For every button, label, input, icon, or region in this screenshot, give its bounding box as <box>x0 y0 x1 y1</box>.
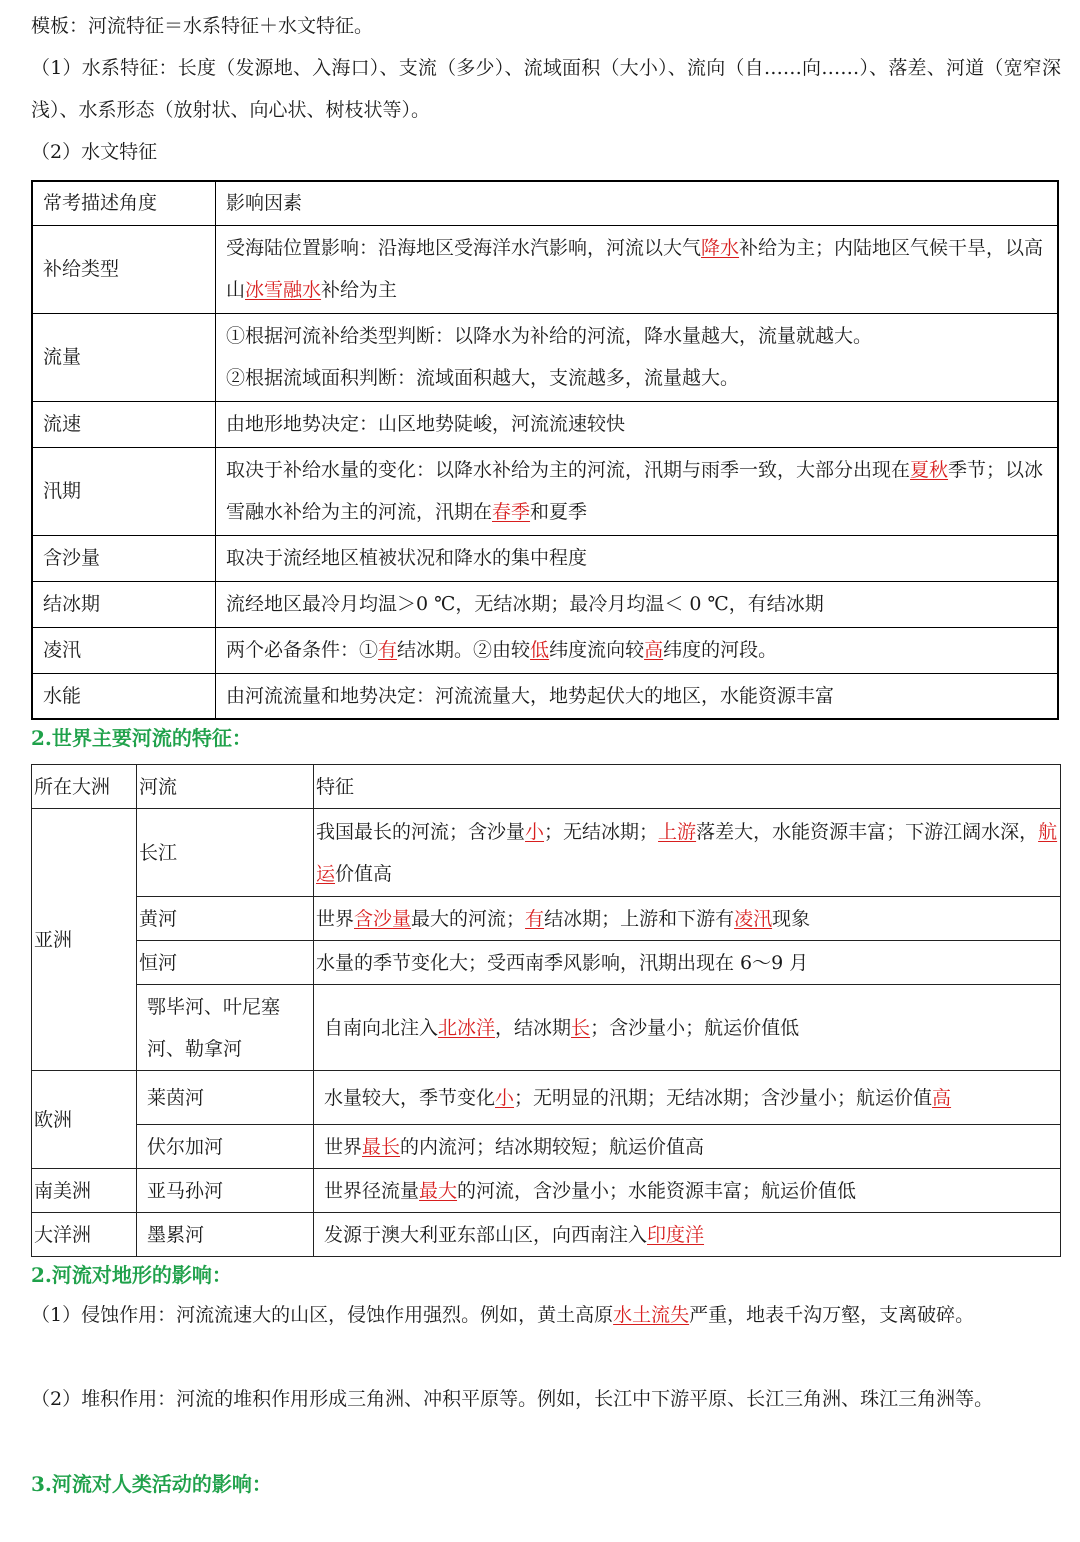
header-continent: 所在大洲 <box>32 765 137 809</box>
factor-cell: 由地形地势决定：山区地势陡峻，河流流速较快 <box>216 401 1059 447</box>
river-feature: 发源于澳大利亚东部山区，向西南注入印度洋 <box>314 1213 1061 1257</box>
factor-cell: 受海陆位置影响：沿海地区受海洋水汽影响，河流以大气降水补给为主；内陆地区气候干旱，以高山冰雪融水补给为主 <box>216 225 1059 313</box>
aspect-cell: 流速 <box>32 401 216 447</box>
river-feature: 世界径流量最大的河流，含沙量小；水能资源丰富；航运价值低 <box>314 1169 1061 1213</box>
template-line: 模板：河流特征＝水系特征＋水文特征。 <box>31 15 374 37</box>
world-rivers-table <box>31 764 1061 1257</box>
factor-cell: 流经地区最冷月均温＞0 ℃，无结冰期；最冷月均温＜ 0 ℃，有结冰期 <box>216 581 1059 627</box>
river-feature: 世界最长的内流河；结冰期较短；航运价值高 <box>314 1125 1061 1169</box>
aspect-cell: 凌汛 <box>32 627 216 673</box>
table-row <box>32 313 1058 401</box>
table-row <box>32 941 1061 985</box>
section-3-heading: 2.河流对地形的影响： <box>31 1263 232 1287</box>
aspect-cell: 补给类型 <box>32 225 216 313</box>
header-factor: 影响因素 <box>216 181 1059 225</box>
river-name: 伏尔加河 <box>137 1125 314 1169</box>
header-river: 河流 <box>137 765 314 809</box>
river-name: 莱茵河 <box>137 1071 314 1125</box>
table-row <box>32 897 1061 941</box>
factor-cell: 取决于流经地区植被状况和降水的集中程度 <box>216 535 1059 581</box>
aspect-cell: 汛期 <box>32 447 216 535</box>
table-row <box>32 1071 1061 1125</box>
river-feature: 自南向北注入北冰洋，结冰期长；含沙量小；航运价值低 <box>314 985 1061 1071</box>
header-aspect: 常考描述角度 <box>32 181 216 225</box>
erosion-paragraph: （1）侵蚀作用：河流流速大的山区，侵蚀作用强烈。例如，黄土高原水土流失严重，地表千沟万壑，支离破碎。 <box>31 1304 975 1326</box>
factor-cell: 两个必备条件：①有结冰期。②由较低纬度流向较高纬度的河段。 <box>216 627 1059 673</box>
header-feature: 特征 <box>314 765 1061 809</box>
river-name: 墨累河 <box>137 1213 314 1257</box>
table-row <box>32 627 1058 673</box>
table-row <box>32 985 1061 1071</box>
table-header-row <box>32 181 1058 225</box>
table-row <box>32 673 1058 719</box>
river-feature: 世界含沙量最大的河流；有结冰期；上游和下游有凌汛现象 <box>314 897 1061 941</box>
river-name: 鄂毕河、叶尼塞河、勒拿河 <box>137 985 314 1071</box>
table-row <box>32 225 1058 313</box>
water-system-paragraph: （1）水系特征：长度（发源地、入海口）、支流（多少）、流域面积（大小）、流向（自……向……）、落差、河道（宽窄深浅）、水系形态（放射状、向心状、树枝状等）。 <box>31 57 1061 121</box>
table-header-row <box>32 765 1061 809</box>
hydrology-label: （2）水文特征 <box>31 141 158 163</box>
river-feature: 我国最长的河流；含沙量小；无结冰期；上游落差大，水能资源丰富；下游江阔水深，航运价值高 <box>314 809 1061 897</box>
continent-europe: 欧洲 <box>32 1071 137 1169</box>
table-row <box>32 535 1058 581</box>
table-row <box>32 447 1058 535</box>
table-row <box>32 809 1061 897</box>
continent-oceania: 大洋洲 <box>32 1213 137 1257</box>
river-name: 长江 <box>137 809 314 897</box>
factor-cell: ①根据河流补给类型判断：以降水为补给的河流，降水量越大，流量就越大。 ②根据流域面积判断：流域面积越大，支流越多，流量越大。 <box>216 313 1059 401</box>
river-feature: 水量的季节变化大；受西南季风影响，汛期出现在 6～9 月 <box>314 941 1061 985</box>
section-2-heading: 2.世界主要河流的特征： <box>31 726 252 750</box>
hydrology-table <box>31 180 1059 720</box>
table-row <box>32 581 1058 627</box>
deposition-paragraph: （2）堆积作用：河流的堆积作用形成三角洲、冲积平原等。例如，长江中下游平原、长江三角洲、珠江三角洲等。 <box>31 1388 994 1410</box>
table-row <box>32 1213 1061 1257</box>
river-feature: 水量较大，季节变化小；无明显的汛期；无结冰期；含沙量小；航运价值高 <box>314 1071 1061 1125</box>
aspect-cell: 含沙量 <box>32 535 216 581</box>
continent-asia: 亚洲 <box>32 809 137 1071</box>
factor-cell: 取决于补给水量的变化：以降水补给为主的河流，汛期与雨季一致，大部分出现在夏秋季节；以冰雪融水补给为主的河流，汛期在春季和夏季 <box>216 447 1059 535</box>
continent-south-america: 南美洲 <box>32 1169 137 1213</box>
river-name: 亚马孙河 <box>137 1169 314 1213</box>
table-row <box>32 401 1058 447</box>
factor-cell: 由河流流量和地势决定：河流流量大，地势起伏大的地区，水能资源丰富 <box>216 673 1059 719</box>
table-row <box>32 1125 1061 1169</box>
river-name: 黄河 <box>137 897 314 941</box>
river-name: 恒河 <box>137 941 314 985</box>
table-row <box>32 1169 1061 1213</box>
aspect-cell: 结冰期 <box>32 581 216 627</box>
aspect-cell: 流量 <box>32 313 216 401</box>
section-4-heading: 3.河流对人类活动的影响： <box>31 1472 272 1496</box>
aspect-cell: 水能 <box>32 673 216 719</box>
